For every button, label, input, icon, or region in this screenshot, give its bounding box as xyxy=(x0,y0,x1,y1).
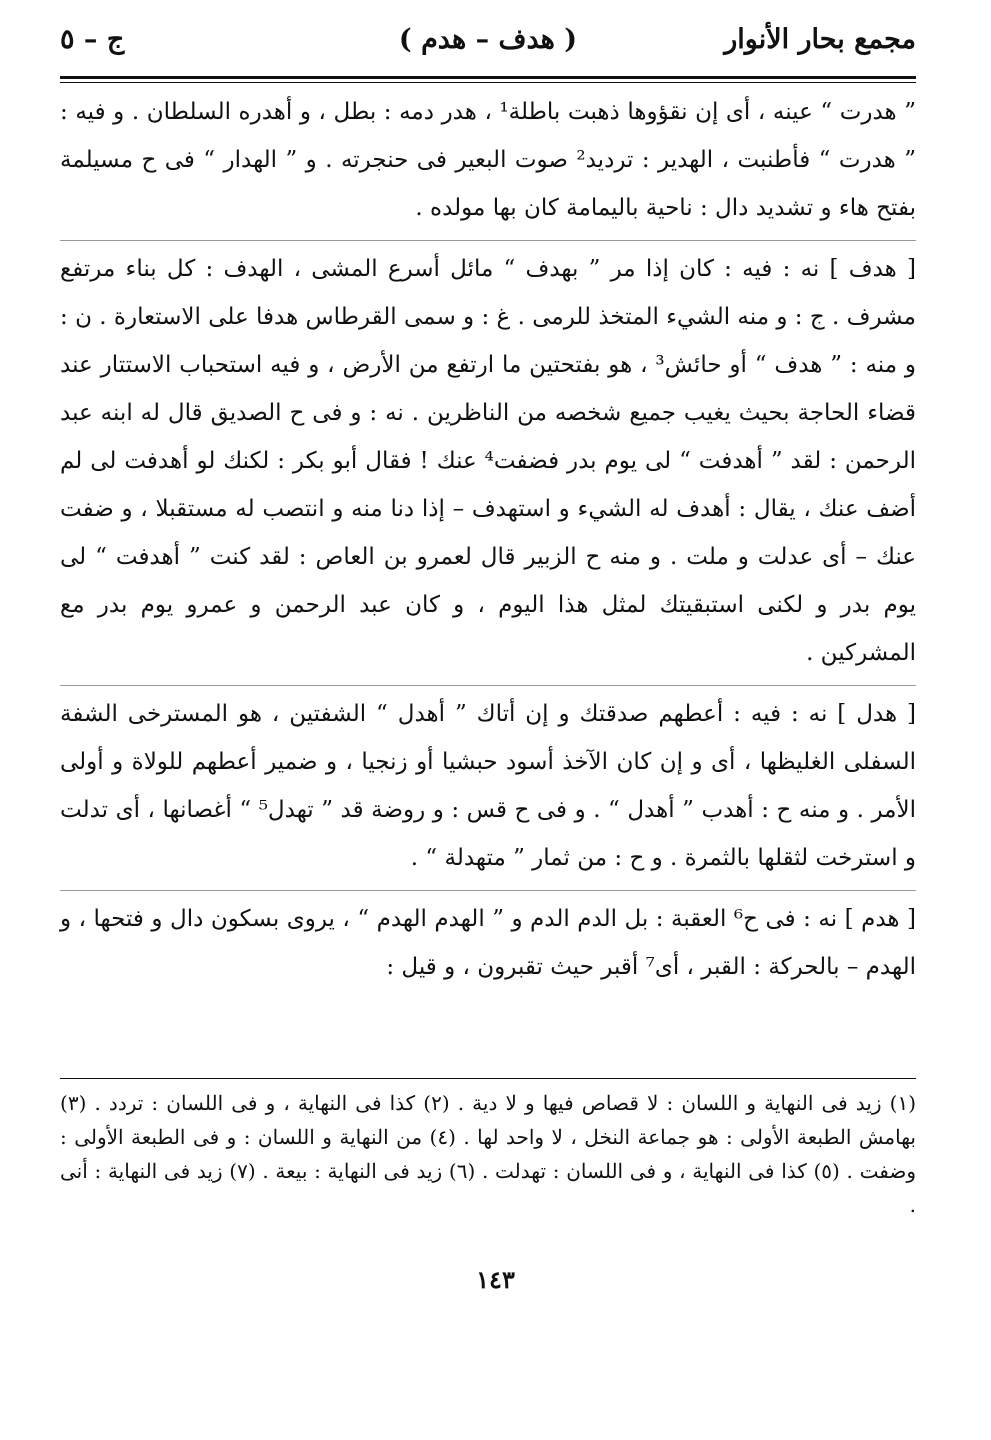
paragraph-divider xyxy=(60,890,916,891)
footnote-text: (١) زيد فى النهاية و اللسان : لا قصاص فيها و لا دية . (٢) كذا فى النهاية ، و فى اللسان : تردد . (٣) بهامش الطبعة الأولى : هو جماعة النخل ، لا واحد لها . (٤) من النهاية و اللسان : و فى الطبعة الأولى : وضفت . (٥) كذا فى النهاية ، و فى اللسان : تهدلت . (٦) زيد فى النهاية : بيعة . (٧) زيد فى النهاية : أنى . xyxy=(60,1091,916,1217)
paragraph-hadaf: [ هدف ] نه : فيه : كان إذا مر ” بهدف “ مائل أسرع المشى ، الهدف : كل بناء مرتفع مشرف . ج : و منه الشيء المتخذ للرمى . غ : و سمى القرطاس هدفا على الاستعارة . ن : و منه : ” هدف “ أو حائش³ ، هو بفتحتين ما ارتفع من الأرض ، و فيه استحباب الاستتار عند قضاء الحاجة بحيث يغيب جميع شخصه من الناظرين . نه : و فى ح الصديق قال له ابنه عبد الرحمن : لقد ” أهدفت “ لى يوم بدر فضفت⁴ عنك ! فقال أبو بكر : لكنك لو أهدفت لى لم أضف عنك ، يقال : أهدف له الشيء و استهدف – إذا دنا منه و انتصب له مستقبلا ، و ضفت عنك – أى عدلت و ملت . و منه ح الزبير قال لعمرو بن العاص : لقد كنت ” أهدفت “ لى يوم بدر و لكنى استبقيتك لمثل هذا اليوم ، و كان عبد الرحمن و عمرو يوم بدر مع المشركين . xyxy=(60,256,916,666)
book-title: مجمع بحار الأنوار xyxy=(724,24,916,55)
header-rule-thick xyxy=(60,76,916,79)
running-header xyxy=(60,20,916,70)
page-number: ١٤٣ xyxy=(476,1265,515,1294)
footnote-rule xyxy=(60,1078,916,1079)
header-rule-thin xyxy=(60,82,916,83)
paragraph-hadar: ” هدرت “ عينه ، أى إن نقؤوها ذهبت باطلة¹ ، هدر دمه : بطل ، و أهدره السلطان . و فيه : ” هدرت “ فأطنبت ، الهدير : ترديد² صوت البعير فى حنجرته . و ” الهدار “ فى ح مسيلمة بفتح هاء و تشديد دال : ناحية باليمامة كان بها مولده . xyxy=(60,99,916,221)
paragraph-hadal: [ هدل ] نه : فيه : أعطهم صدقتك و إن أتاك ” أهدل “ الشفتين ، هو المسترخى الشفة السفلى الغليظها ، أى و إن كان الآخذ أسود حبشيا أو زنجيا ، و ضمير أعطهم للولاة و أولى الأمر . و منه ح : أهدب ” أهدل “ . و فى ح قس : و روضة قد ” تهدل⁵ “ أغصانها ، أى تدلت و استرخت لثقلها بالثمرة . و ح : من ثمار ” متهدلة “ . xyxy=(60,701,917,871)
footnotes xyxy=(60,1086,916,1222)
volume-number: ج – ٥ xyxy=(60,24,125,55)
paragraph-hadam: [ هدم ] نه : فى ح⁶ العقبة : بل الدم الدم و ” الهدم الهدم “ ، يروى بسكون دال و فتحها ، و الهدم – بالحركة : القبر ، أى⁷ أقبر حيث تقبرون ، و قيل : xyxy=(60,906,916,980)
paragraph-divider xyxy=(60,685,916,686)
main-text xyxy=(60,88,916,999)
paragraph-divider xyxy=(60,240,916,241)
entry-range: ( هدف – هدم ) xyxy=(398,24,578,55)
